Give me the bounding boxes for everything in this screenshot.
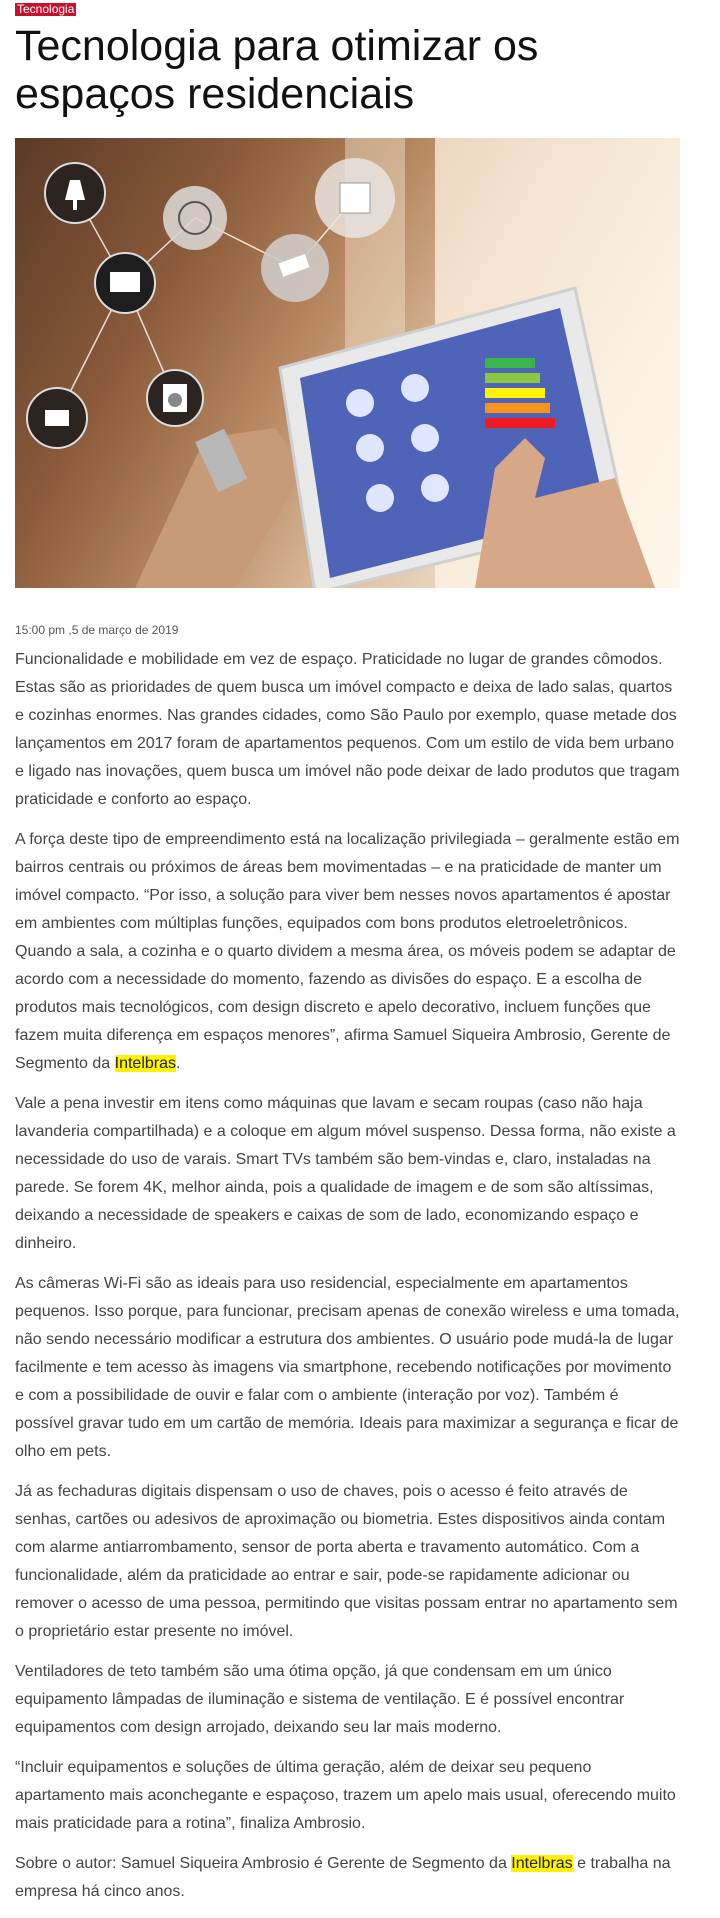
kitchen-icon [27, 388, 87, 448]
lamp-icon [45, 163, 105, 223]
paragraph-1: Funcionalidade e mobilidade em vez de espaço. Praticidade no lugar de grandes cômodos. Estas são as prioridades de quem busca um imóvel compacto e deixa de lado salas, quartos e cozinhas enormes. Nas grandes cidades, como São Paulo por exemplo, quase metade dos lançamentos em 2017 foram de apartamentos pequenos. Com um estilo de vida bem urbano e ligado nas inovações, quem busca um imóvel não pode deixar de lado produtos que tragam praticidade e conforto ao espaço. [15, 651, 680, 808]
washer-icon [147, 370, 203, 426]
article-title: Tecnologia para otimizar os espaços residenciais [15, 22, 539, 118]
paragraph-2-text: A força deste tipo de empreendimento está na localização privilegiada – geralmente estão em bairros centrais ou próximos de áreas bem movimentadas – e na praticidade de manter um imóvel compacto. “Por isso, a solução para viver bem nesses novos apartamentos é apostar em ambientes com múltiplas funções, equipados com bons produtos eletroeletrônicos. Quando a sala, a cozinha e o quarto dividem a mesma área, os móveis podem se adaptar de acordo com a necessidade do momento, fazendo as divisões do espaço. E a escolha de produtos mais tecnológicos, com design discreto e apelo decorativo, incluem funções que fazem muita diferença em espaços menores”, afirma Samuel Siqueira Ambrosio, Gerente de Segmento da [15, 831, 680, 1072]
fan-icon [163, 186, 227, 250]
hero-illustration [15, 138, 680, 588]
paragraph-2 [15, 826, 680, 1078]
hero-image [15, 138, 680, 588]
paragraph-4: As câmeras Wi-Fi são as ideais para uso residencial, especialmente em apartamentos pequenos. Isso porque, para funcionar, precisam apenas de conexão wireless e uma tomada, não sendo necessário modificar a estrutura dos ambientes. O usuário pode mudá-la de lugar facilmente e tem acesso às imagens via smartphone, recebendo notificações por movimento e com a possibilidade de ouvir e falar com o ambiente (interação por voz). Também é possível gravar tudo em um cartão de memória. Ideais para maximizar a segurança e ficar de olho em pets. [15, 1275, 680, 1460]
category-tag[interactable]: Tecnologia [17, 2, 75, 16]
paragraph-8-end: e trabalha na empresa há cinco anos. [15, 1855, 671, 1900]
brand-highlight-author[interactable]: Intelbras [511, 1855, 573, 1872]
paragraph-3: Vale a pena investir em itens como máquinas que lavam e secam roupas (caso não haja lavanderia compartilhada) e a coloque em algum móvel suspenso. Dessa forma, não existe a necessidade do uso de varais. Smart TVs também são bem-vindas e, claro, instaladas na parede. Se forem 4K, melhor ainda, pois a qualidade de imagem e de som são altíssimas, deixando a necessidade de speakers e caixas de som de lado, economizando espaço e dinheiro. [15, 1095, 676, 1252]
paragraph-5: Já as fechaduras digitais dispensam o uso de chaves, pois o acesso é feito através de senhas, cartões ou adesivos de aproximação ou biometria. Estes dispositivos ainda contam com alarme antiarrombamento, sensor de porta aberta e travamento automático. Com a funcionalidade, além da praticidade ao entrar e sair, pode-se rapidamente adicionar ou remover o acesso de uma pessoa, permitindo que visitas possam entrar no apartamento sem o proprietário estar presente no imóvel. [15, 1483, 678, 1640]
paragraph-8-text: Sobre o autor: Samuel Siqueira Ambrosio é Gerente de Segmento da [15, 1855, 512, 1872]
paragraph-6: Ventiladores de teto também são uma ótima opção, já que condensam em um único equipamento lâmpadas de iluminação e sistema de ventilação. E é possível encontrar equipamentos com design arrojado, deixando seu lar mais moderno. [15, 1663, 625, 1736]
brand-highlight[interactable]: Intelbras [114, 1055, 176, 1072]
article-body [15, 646, 680, 1906]
paragraph-2-end: . [176, 1055, 181, 1072]
radiator-icon [315, 158, 395, 238]
publish-date: 15:00 pm ,5 de março de 2019 [15, 623, 179, 637]
tv-icon [95, 253, 155, 313]
camera-icon [261, 234, 329, 302]
paragraph-8 [15, 1850, 680, 1906]
paragraph-7: “Incluir equipamentos e soluções de última geração, além de deixar seu pequeno apartamento mais aconchegante e espaçoso, trazem um apelo mais usual, oferecendo muito mais praticidade para a rotina”, finaliza Ambrosio. [15, 1759, 676, 1832]
article [15, 0, 680, 1918]
